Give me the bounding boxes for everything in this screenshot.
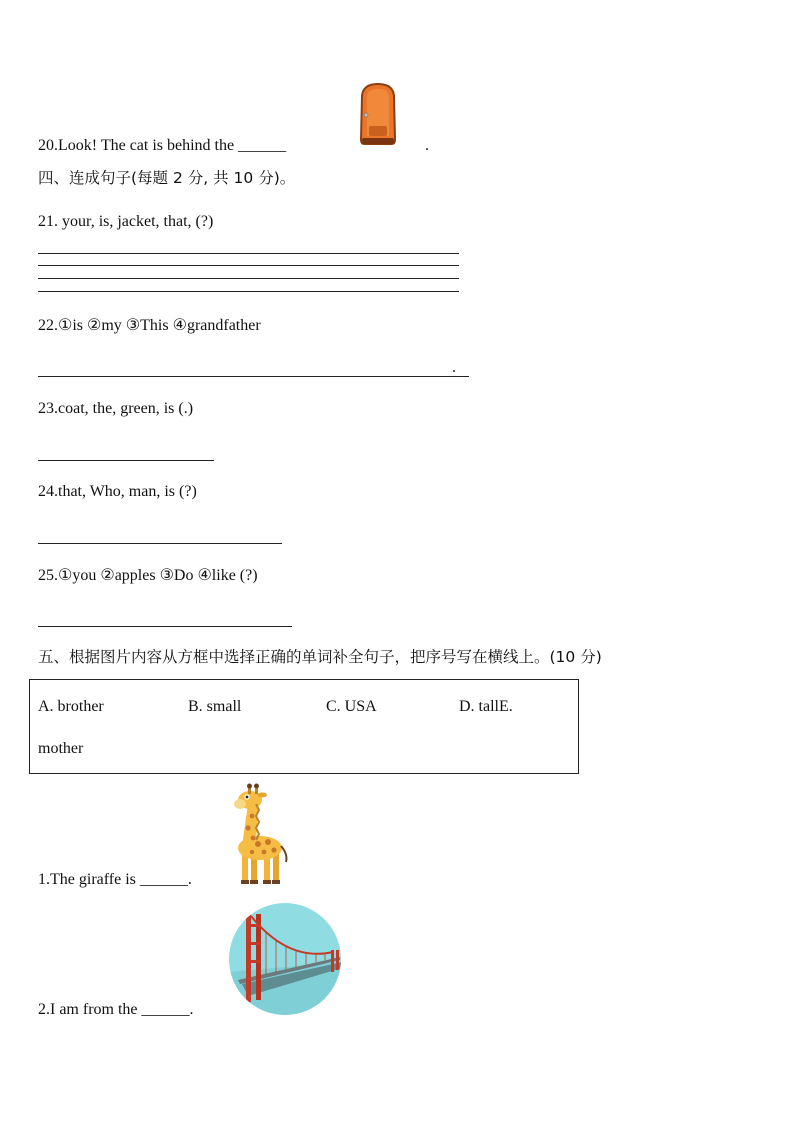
q23-prompt: 23.coat, the, green, is (.) xyxy=(38,400,194,417)
s5q1-text: 1.The giraffe is ______. xyxy=(38,871,192,888)
q21-answer-line-3[interactable] xyxy=(38,278,459,279)
q23-answer-line[interactable] xyxy=(38,460,214,461)
q21-answer-line-1[interactable] xyxy=(38,253,459,254)
giraffe-picture xyxy=(228,782,290,886)
section5-title: 五、根据图片内容从方框中选择正确的单词补全句子，把序号写在横线上。(10 分) xyxy=(38,648,602,666)
q22-prompt: 22.①is ②my ③This ④grandfather xyxy=(38,317,261,334)
option-a: A. brother xyxy=(38,698,104,715)
q25-prompt: 25.①you ②apples ③Do ④like (?) xyxy=(38,567,258,584)
q22-period: . xyxy=(452,359,456,376)
option-d: D. tallE. xyxy=(459,698,513,715)
q21-answer-line-2[interactable] xyxy=(38,265,459,266)
q20-period: . xyxy=(425,137,429,154)
bridge-picture xyxy=(228,902,342,1016)
word-bank-box xyxy=(29,679,579,774)
s5q2-text: 2.I am from the ______. xyxy=(38,1001,194,1018)
q22-answer-line[interactable] xyxy=(38,376,469,377)
option-c: C. USA xyxy=(326,698,377,715)
q21-answer-line-4[interactable] xyxy=(38,291,459,292)
door-icon xyxy=(357,82,399,146)
option-b: B. small xyxy=(188,698,242,715)
section4-title: 四、连成句子(每题 2 分, 共 10 分)。 xyxy=(38,169,296,187)
q24-prompt: 24.that, Who, man, is (?) xyxy=(38,483,197,500)
q20-text: 20.Look! The cat is behind the ______ xyxy=(38,137,287,154)
q25-answer-line[interactable] xyxy=(38,626,292,627)
option-e: mother xyxy=(38,740,84,757)
q21-prompt: 21. your, is, jacket, that, (?) xyxy=(38,213,214,230)
q24-answer-line[interactable] xyxy=(38,543,282,544)
